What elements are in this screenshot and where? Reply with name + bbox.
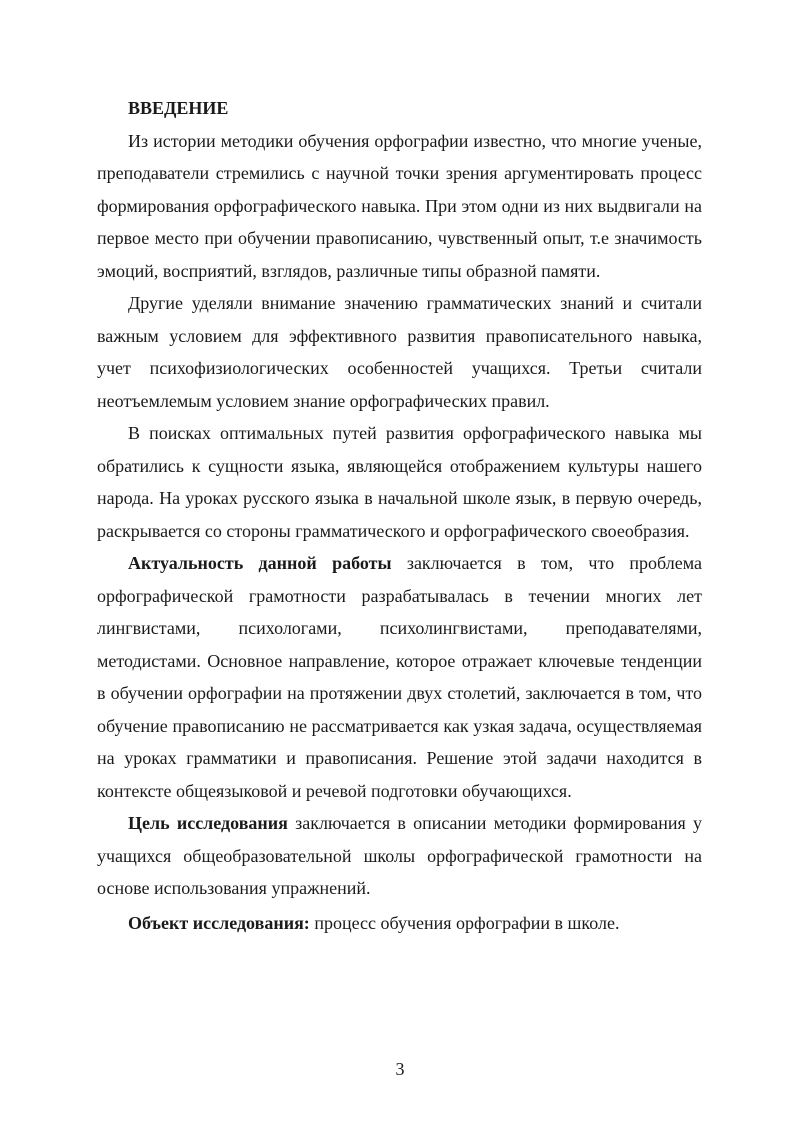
paragraph-3	[97, 417, 702, 547]
paragraph-text: заключается в описании методики формирования у учащихся общеобразовательной школы орфографической грамотности на основе использования упражнений.	[97, 813, 702, 898]
paragraph-2	[97, 287, 702, 417]
paragraph-text: процесс обучения орфографии в школе.	[309, 912, 620, 933]
page-number: 3	[395, 1059, 405, 1079]
paragraph-text: В поисках оптимальных путей развития орфографического навыка мы обратились к сущности языка, являющейся отображением культуры нашего народа. На уроках русского языка в начальной школе язык, в первую очередь, раскрывается со стороны грамматического и орфографического своеобразия.	[97, 423, 702, 541]
paragraph-1	[97, 125, 702, 288]
section-heading: ВВЕДЕНИЕ	[128, 98, 229, 118]
object-term: Объект исследования:	[128, 912, 310, 933]
paragraph-goal	[97, 807, 702, 905]
paragraph-relevance	[97, 547, 702, 807]
paragraph-object	[97, 907, 702, 940]
paragraph-text: Другие уделяли внимание значению грамматических знаний и считали важным условием для эффективного развития правописательного навыка, учет психофизиологических особенностей учащихся. Третьи считали неотъемлемым условием знание орфографических правил.	[97, 293, 702, 411]
paragraph-text: заключается в том, что проблема орфографической грамотности разрабатывалась в течении многих лет лингвистами, психологами, психолингвистами, преподавателями, методистами. Основное направление, которое отражает ключевые тенденции в обучении орфографии на протяжении двух столетий, заключается в том, что обучение правописанию не рассматривается как узкая задача, осуществляемая на уроках грамматики и правописания. Решение этой задачи находится в контексте общеязыковой и речевой подготовки обучающихся.	[97, 553, 702, 801]
relevance-term: Актуальность данной работы	[128, 553, 392, 573]
goal-term: Цель исследования	[128, 813, 288, 833]
paragraph-text: Из истории методики обучения орфографии известно, что многие ученые, преподаватели стремились с научной точки зрения аргументировать процесс формирования орфографического навыка. При этом одни из них выдвигали на первое место при обучении правописанию, чувственный опыт, т.е значимость эмоций, восприятий, взглядов, различные типы образной памяти.	[97, 130, 702, 281]
